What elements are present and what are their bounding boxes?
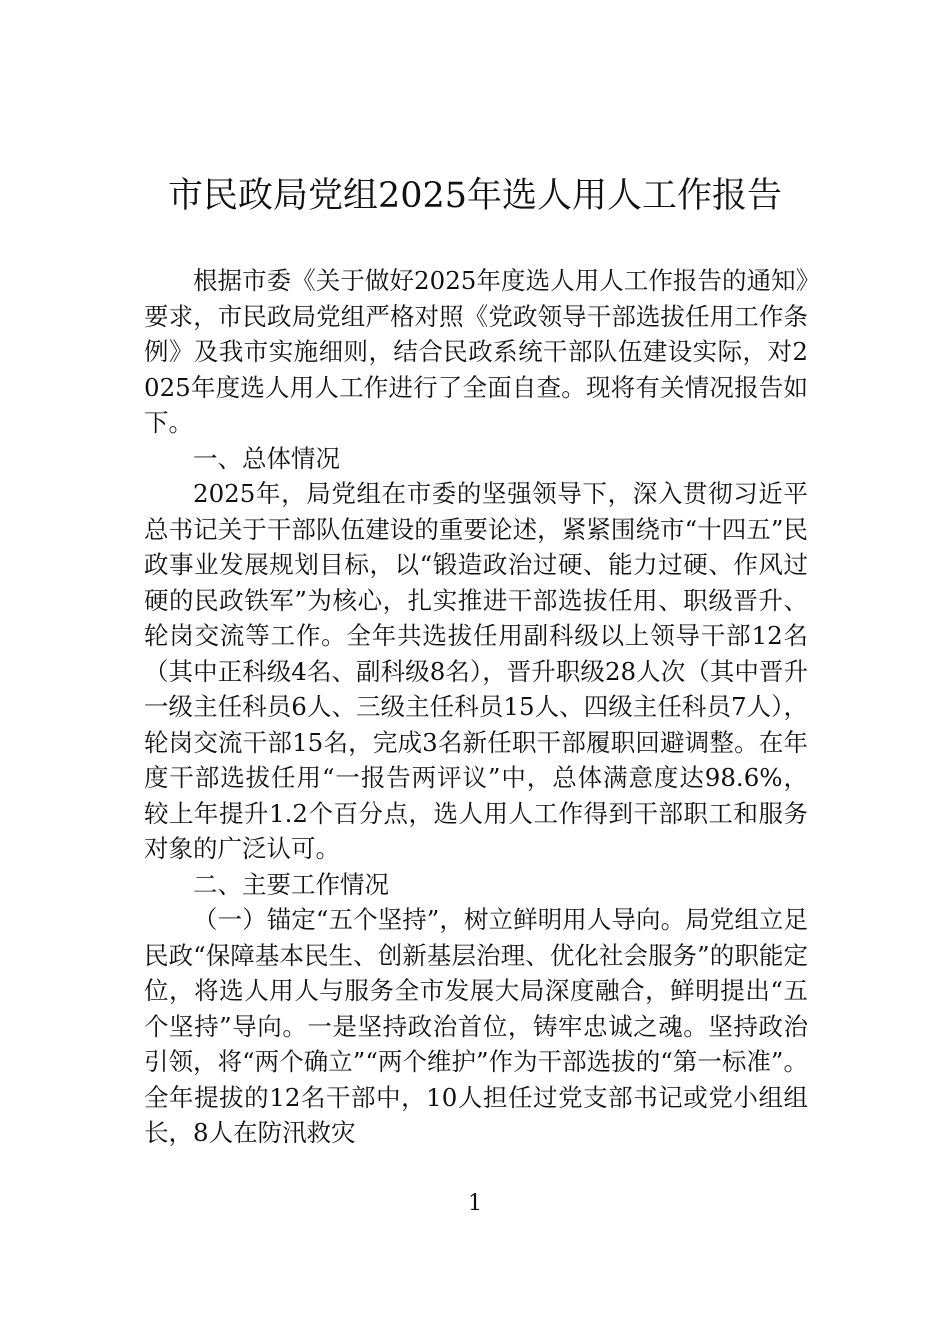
page-number: 1 (468, 1191, 482, 1216)
document-body (144, 263, 808, 1151)
main-work-paragraph: （一）锚定“五个坚持”，树立鲜明用人导向。局党组立足民政“保障基本民生、创新基层治理、优化社会服务”的职能定位，将选人用人与服务全市发展大局深度融合，鲜明提出“五个坚持”导向。一是坚持政治首位，铸牢忠诚之魂。坚持政治引领，将“两个确立”“两个维护”作为干部选拔的“第一标准”。全年提拔的12名干部中，10人担任过党支部书记或党小组组长，8人在防汛救灾 (144, 905, 808, 1147)
intro-paragraph: 根据市委《关于做好2025年度选人用人工作报告的通知》要求，市民政局党组严格对照《党政领导干部选拔任用工作条例》及我市实施细则，结合民政系统干部队伍建设实际，对2025年度选人用人工作进行了全面自查。现将有关情况报告如下。 (144, 266, 808, 437)
document-title: 市民政局党组2025年选人用人工作报告 (167, 176, 783, 216)
section-heading-main-work: 二、主要工作情况 (193, 869, 389, 899)
section-heading-overview: 一、总体情况 (193, 443, 340, 473)
overview-paragraph: 2025年，局党组在市委的坚强领导下，深入贯彻习近平总书记关于干部队伍建设的重要论述，紧紧围绕市“十四五”民政事业发展规划目标，以“锻造政治过硬、能力过硬、作风过硬的民政铁军”为核心，扎实推进干部选拔任用、职级晋升、轮岗交流等工作。全年共选拔任用副科级以上领导干部12名（其中正科级4名、副科级8名），晋升职级28人次（其中晋升一级主任科员6人、三级主任科员15人、四级主任科员7人），轮岗交流干部15名，完成3名新任职干部履职回避调整。在年度干部选拔任用“一报告两评议”中，总体满意度达98.6%，较上年提升1.2个百分点，选人用人工作得到干部职工和服务对象的广泛认可。 (144, 479, 808, 863)
